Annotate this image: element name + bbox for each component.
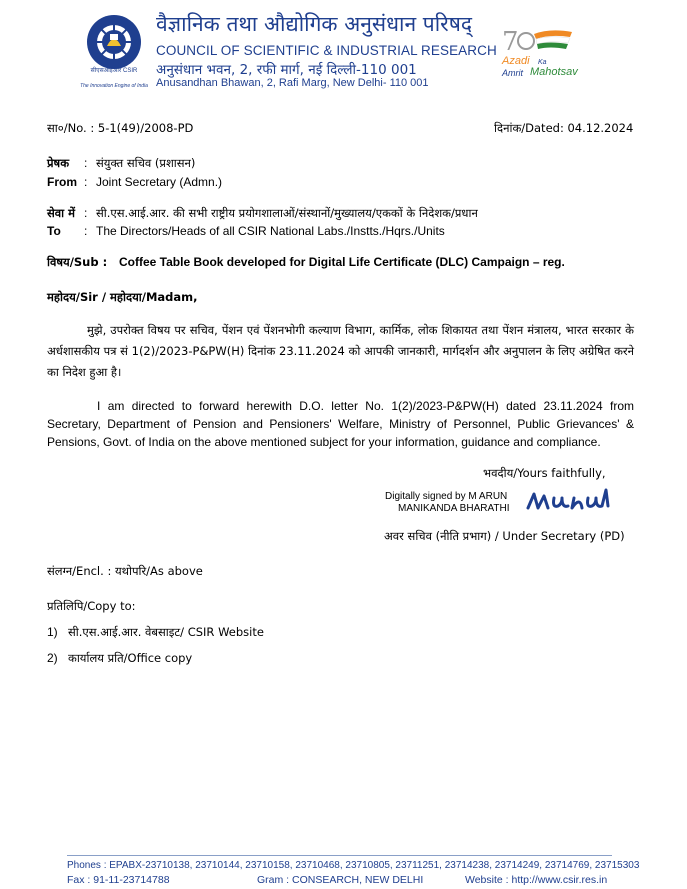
copy-item-1-number: 1): [47, 625, 58, 639]
address-english: Anusandhan Bhawan, 2, Rafi Marg, New Delhi- 110 001: [156, 77, 429, 89]
to-label-hindi: सेवा में: [47, 206, 76, 220]
copy-item-2-number: 2): [47, 651, 58, 665]
to-label-english: To: [47, 224, 61, 238]
azadi-ka-amrit-mahotsav-logo: [500, 26, 580, 84]
body-paragraph-hindi: मुझे, उपरोक्त विषय पर सचिव, पेंशन एवं पेंशनभोगी कल्याण विभाग, कार्मिक, लोक शिकायत तथा पेंशन मंत्रालय, भारत सरकार के अर्धशासकीय पत्र सं 1(2)/2023-P&PW(H) दिनांक 23.11.2024 को आपकी जानकारी, मार्गदर्शन और अनुपालन के लिए अग्रेषित करने का निदेश हुआ है।: [47, 323, 634, 379]
aam-ka: Ka: [538, 59, 547, 66]
org-name-hindi: वैज्ञानिक तथा औद्योगिक अनुसंधान परिषद्: [156, 12, 473, 36]
aam-azadi: Azadi: [502, 55, 530, 67]
signature-line-1: Digitally signed by M ARUN: [385, 491, 508, 502]
footer-divider: [67, 855, 612, 856]
signatory-designation: अवर सचिव (नीति प्रभाग) / Under Secretary (PD): [384, 529, 625, 543]
aam-amrit: Amrit: [502, 68, 523, 78]
from-label-hindi: प्रेषक: [47, 156, 70, 170]
csir-logo: [83, 12, 145, 92]
copy-item-1: सी.एस.आई.आर. वेबसाइट/ CSIR Website: [68, 625, 264, 639]
signature-line-2: MANIKANDA BHARATHI: [398, 503, 510, 514]
subject-text: Coffee Table Book developed for Digital Life Certificate (DLC) Campaign – reg.: [119, 255, 565, 269]
enclosure: संलग्न/Encl. : यथोपरि/As above: [47, 564, 203, 578]
handwritten-signature: [522, 484, 622, 518]
footer-website: Website : http://www.csir.res.in: [465, 874, 608, 886]
csir-logo-tagline: The Innovation Engine of India: [80, 83, 148, 89]
subject-label: विषय/Sub :: [47, 255, 108, 269]
svg-text:7: 7: [502, 27, 519, 56]
from-label-english: From: [47, 175, 77, 189]
to-value-hindi: सी.एस.आई.आर. की सभी राष्ट्रीय प्रयोगशालाओं/संस्थानों/मुख्यालय/एककों के निदेशक/प्रधान: [96, 206, 478, 220]
aam-mahotsav: Mahotsav: [530, 66, 578, 78]
from-value-hindi: संयुक्त सचिव (प्रशासन): [96, 156, 196, 170]
footer-gram: Gram : CONSEARCH, NEW DELHI: [257, 874, 424, 886]
to-value-english: The Directors/Heads of all CSIR National Labs./Instts./Hqrs./Units: [96, 224, 445, 238]
body-paragraph-english: I am directed to forward herewith D.O. letter No. 1(2)/2023-P&PW(H) dated 23.11.2024 from Secretary, Department of Pension and Pensioners' Welfare, Ministry of Personnel, Public Grievances' & Pensions, Govt. of India on the above mentioned subject for your information, guidance and compliance.: [47, 399, 634, 449]
from-value-english: Joint Secretary (Admn.): [96, 175, 223, 189]
footer-phones: Phones : EPABX-23710138, 23710144, 23710158, 23710468, 23710805, 23711251, 23714238, 23714249, 23714769, 23715303: [67, 860, 640, 871]
csir-logo-caption: सीएसआईआर CSIR: [90, 68, 138, 74]
copy-to-label: प्रतिलिपि/Copy to:: [47, 599, 136, 613]
footer-fax: Fax : 91-11-23714788: [67, 874, 170, 886]
reference-number: सा०/No. : 5-1(49)/2008-PD: [47, 121, 194, 135]
org-name-english: COUNCIL OF SCIENTIFIC & INDUSTRIAL RESEARCH: [156, 43, 497, 58]
closing: भवदीय/Yours faithfully,: [483, 466, 606, 480]
address-hindi: अनुसंधान भवन, 2, रफी मार्ग, नई दिल्ली-110 001: [156, 62, 417, 78]
letter-date: दिनांक/Dated: 04.12.2024: [494, 121, 634, 135]
copy-item-2: कार्यालय प्रति/Office copy: [68, 651, 193, 665]
salutation: महोदय/Sir / महोदया/Madam,: [47, 290, 198, 304]
